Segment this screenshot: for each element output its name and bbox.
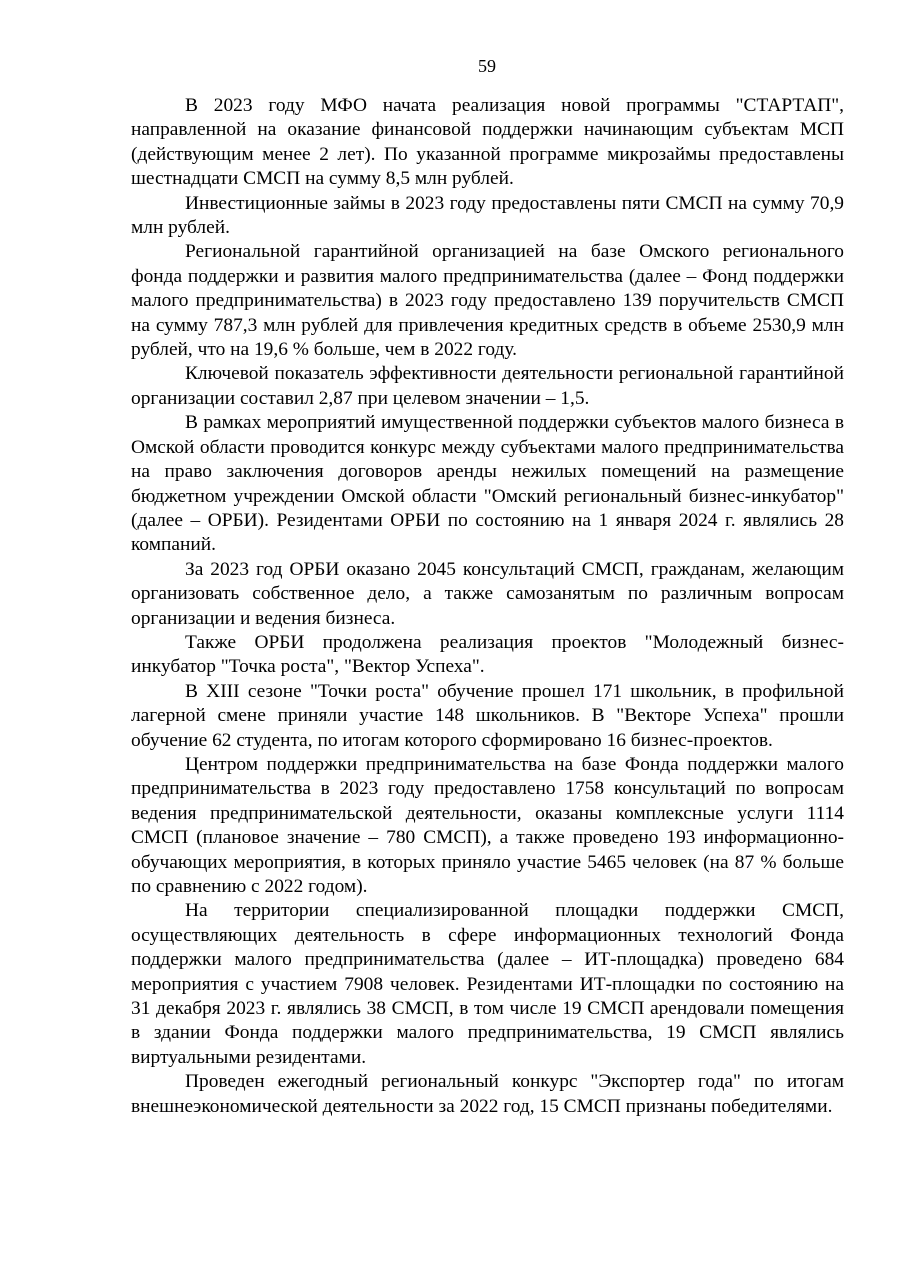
paragraph-key-indicator: Ключевой показатель эффективности деятельности региональной гарантийной организации составил 2,87 при целевом значении – 1,5.	[131, 363, 844, 409]
paragraph-investment-loans: Инвестиционные займы в 2023 году предоставлены пяти СМСП на сумму 70,9 млн рублей.	[131, 192, 844, 239]
paragraph-it-platform: На территории специализированной площадки поддержки СМСП, осуществляющих деятельность в сфере информационных технологий Фонда поддержки малого предпринимательства (далее – ИТ-площадка) проведено 684 мероприятия с участием 7908 человек. Резидентами ИТ-площадки по состоянию на 31 декабря 2023 г. являлись 38 СМСП, в том числе 19 СМСП арендовали помещения в здании Фонда поддержки малого предпринимательства, 19 СМСП являлись виртуальными резидентами.	[131, 900, 844, 1068]
paragraph-support-center: Центром поддержки предпринимательства на базе Фонда поддержки малого предпринимательства в 2023 году предоставлено 1758 консультаций по вопросам ведения предпринимательской деятельности, оказаны комплексные услуги 1114 СМСП (плановое значение – 780 СМСП), а также проведено 193 информационно-обучающих мероприятия, в которых приняло участие 5465 человек (на 87 % больше по сравнению с 2022 годом).	[131, 753, 844, 897]
document-body	[131, 94, 844, 1119]
paragraph-growth-point: В XIII сезоне "Точки роста" обучение прошел 171 школьник, в профильной лагерной смене приняли участие 148 школьников. В "Векторе Успеха" прошли обучение 62 студента, по итогам которого сформировано 16 бизнес-проектов.	[131, 680, 844, 751]
paragraph-orbi-consultations: За 2023 год ОРБИ оказано 2045 консультаций СМСП, гражданам, желающим организовать собственное дело, а также самозанятым по различным вопросам организации и ведения бизнеса.	[131, 558, 844, 629]
paragraph-startup-program: В 2023 году МФО начата реализация новой программы "СТАРТАП", направленной на оказание финансовой поддержки начинающим субъектам МСП (действующим менее 2 лет). По указанной программе микрозаймы предоставлены шестнадцати СМСП на сумму 8,5 млн рублей.	[131, 95, 844, 190]
paragraph-orbi-projects: Также ОРБИ продолжена реализация проектов "Молодежный бизнес-инкубатор "Точка роста", "Вектор Успеха".	[131, 631, 844, 678]
paragraph-exporter-contest: Проведен ежегодный региональный конкурс "Экспортер года" по итогам внешнеэкономической деятельности за 2022 год, 15 СМСП признаны победителями.	[131, 1071, 844, 1117]
page-number: 59	[478, 56, 496, 76]
paragraph-property-support: В рамках мероприятий имущественной поддержки субъектов малого бизнеса в Омской области проводится конкурс между субъектами малого предпринимательства на право заключения договоров аренды нежилых помещений на размещение бюджетном учреждении Омской области "Омский региональный бизнес-инкубатор" (далее – ОРБИ). Резидентами ОРБИ по состоянию на 1 января 2024 г. являлись 28 компаний.	[131, 412, 844, 556]
paragraph-guarantee-organization: Региональной гарантийной организацией на базе Омского регионального фонда поддержки и развития малого предпринимательства (далее – Фонд поддержки малого предпринимательства) в 2023 году предоставлено 139 поручительств СМСП на сумму 787,3 млн рублей для привлечения кредитных средств в объеме 2530,9 млн рублей, что на 19,6 % больше, чем в 2022 году.	[131, 241, 844, 361]
